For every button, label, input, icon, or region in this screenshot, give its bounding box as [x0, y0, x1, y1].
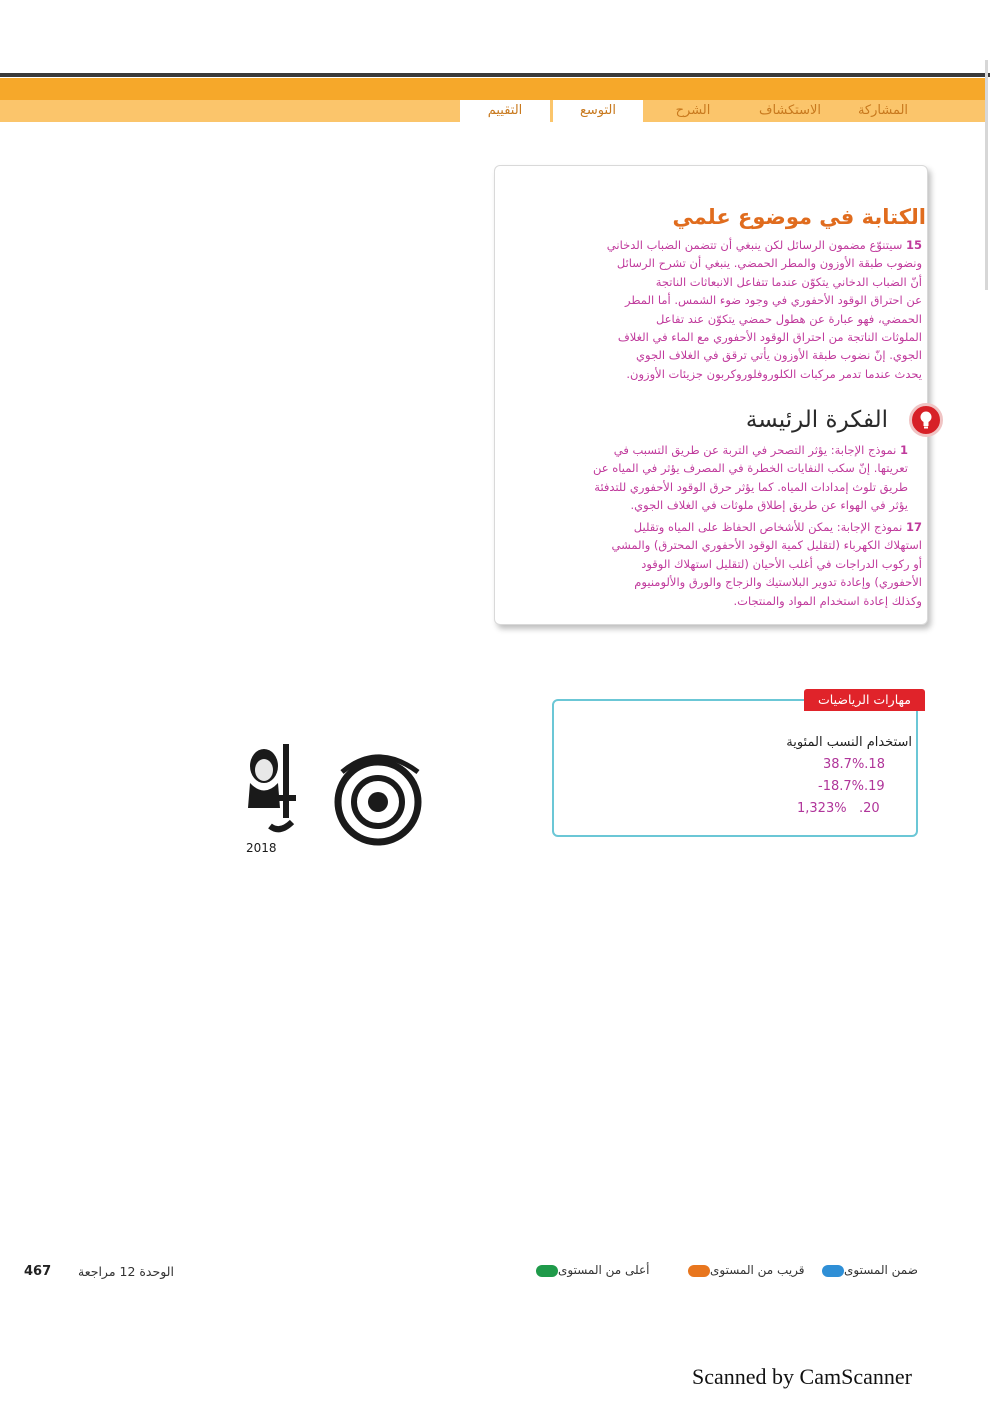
main-idea-line: أو ركوب الدراجات في أغلب الأحيان (لتقليل استهلاك الوقود — [641, 556, 922, 571]
main-idea-line: استهلاك الكهرباء (لتقليل كمية الوقود الأحفوري المحترق) والمشي — [611, 538, 922, 553]
math-answer-19: -18.7%.19 — [818, 779, 885, 794]
year-of-zayed-logo — [240, 738, 310, 856]
header-top-line — [0, 73, 990, 77]
header-orange-band — [0, 78, 988, 100]
fakhr-al-watan-logo — [322, 732, 432, 852]
tab-explanation[interactable]: الشرح — [675, 103, 711, 118]
svg-text:2018: 2018 — [246, 841, 277, 855]
main-idea-heading: الفكرة الرئيسة — [745, 407, 888, 433]
lightbulb-icon — [909, 403, 943, 437]
writing-line: ونضوب طبقة الأوزون والمطر الحمضي. ينبغي أن تشرح الرسائل — [616, 256, 922, 271]
level-dot-icon — [688, 1265, 710, 1277]
page-number: 467 — [24, 1264, 52, 1279]
main-idea-line: يؤثر في الهواء عن طريق إطلاق ملوثات في الغلاف الجوي. — [630, 498, 908, 513]
writing-line: عن احتراق الوقود الأحفوري في وجود ضوء الشمس. أما المطر — [625, 293, 922, 308]
math-answer-18: 38.7%.18 — [823, 757, 885, 772]
legend-within-level: ضمن المستوى — [818, 1263, 918, 1277]
main-idea-line: 17 نموذج الإجابة: يمكن للأشخاص الحفاظ على المياه وتقليل — [633, 520, 922, 534]
math-answer-20: 1,323% .20 — [797, 801, 880, 816]
math-skills-title: استخدام النسب المئوية — [786, 735, 912, 750]
writing-line: يحدث عندما تدمر مركبات الكلوروفلوروكربون جزيئات الأوزون. — [626, 366, 922, 381]
math-skills-tag: مهارات الرياضيات — [804, 689, 925, 711]
legend-above-level: أعلى من المستوى — [532, 1263, 650, 1277]
writing-paragraph — [522, 236, 922, 383]
writing-line: الملوثات الناتجة من احتراق الوقود الأحفوري مع الماء في الغلاف — [617, 330, 922, 345]
scanner-watermark: Scanned by CamScanner — [692, 1364, 912, 1389]
main-idea-line: 1 نموذج الإجابة: يؤثر التصحر في التربة عن طريق التسبب في — [613, 443, 908, 457]
tab-exploration[interactable]: الاستكشاف — [758, 103, 822, 118]
main-idea-line: وكذلك إعادة استخدام المواد والمنتجات. — [733, 593, 922, 608]
item-number: 1 — [899, 443, 908, 457]
level-dot-icon — [822, 1265, 844, 1277]
main-idea-line: الأحفوري) وإعادة تدوير البلاستيك والزجاج والورق والألومنيوم — [634, 575, 922, 590]
legend-near-level: قريب من المستوى — [684, 1263, 805, 1277]
writing-line: الحمضي، فهو عبارة عن هطول حمضي يتكوّن عند تفاعل — [655, 311, 922, 326]
page-edge-shadow — [985, 60, 988, 290]
writing-line: الجوي. إنّ نضوب طبقة الأوزون يأتي ترقق في الغلاف الجوي — [636, 348, 922, 363]
tab-participation[interactable]: المشاركة — [857, 103, 909, 118]
level-dot-icon — [536, 1265, 558, 1277]
main-idea-item-1 — [508, 441, 908, 515]
main-idea-line: تعريتها. إنّ سكب النفايات الخطرة في المصرف يؤثر في المياه عن — [592, 461, 908, 476]
tab-extension[interactable]: التوسع — [553, 100, 643, 122]
tab-evaluation[interactable]: التقييم — [460, 100, 550, 122]
main-idea-item-17 — [512, 518, 922, 610]
writing-line: 15 سيتنوّع مضمون الرسائل لكن ينبغي أن تتضمن الضباب الدخاني — [606, 238, 922, 252]
item-number: 15 — [905, 238, 922, 252]
main-idea-line: طريق تلوث إمدادات المياه. كما يؤثر حرق الوقود الأحفوري للتدفئة — [594, 479, 908, 494]
writing-heading: الكتابة في موضوع علمي — [672, 205, 926, 229]
footer-unit-label: الوحدة 12 مراجعة — [78, 1264, 174, 1279]
item-number: 17 — [905, 520, 922, 534]
writing-line: أنّ الضباب الدخاني يتكوّن عندما تتفاعل الانبعاثات الناتجة — [655, 274, 922, 289]
